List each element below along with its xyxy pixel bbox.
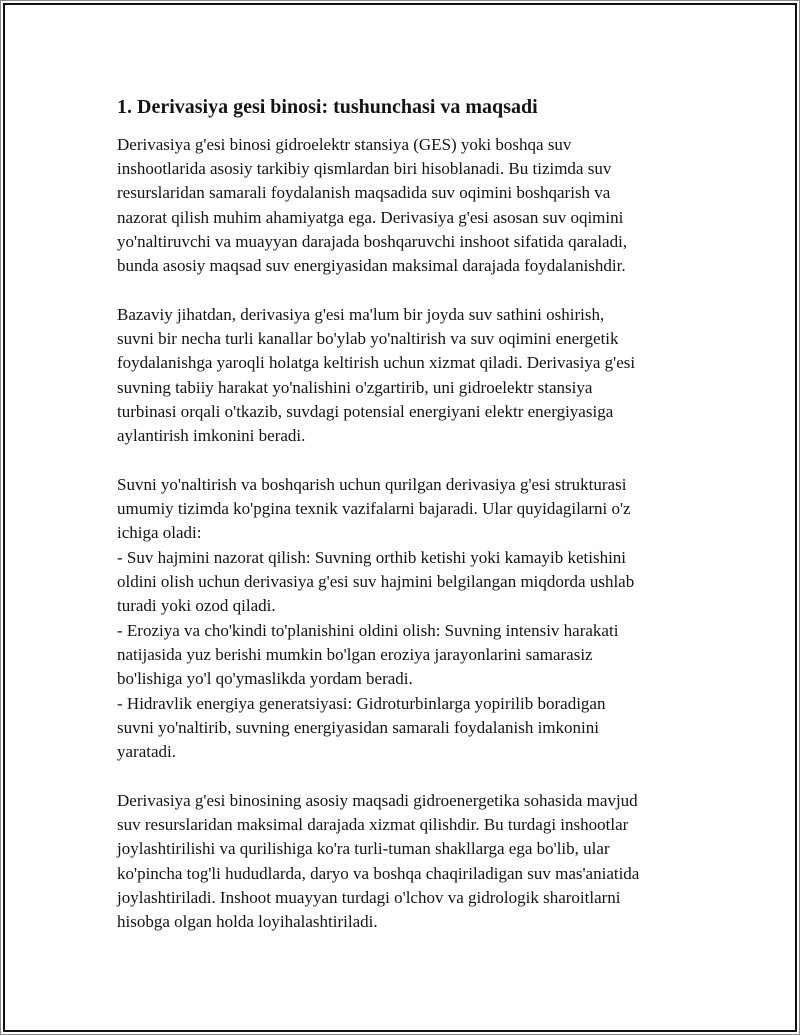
text-line: turbinasi orqali o'tkazib, suvdagi potensial energiyani elektr energiyasiga	[117, 401, 614, 421]
paragraph-3	[117, 473, 757, 765]
section-title: 1. Derivasiya gesi binosi: tushunchasi va maqsadi	[117, 96, 538, 118]
text-line: joylashtiriladi. Inshoot muayyan turdagi o'lchov va gidrologik sharoitlarni	[117, 887, 621, 907]
text-line: joylashtirilishi va qurilishiga ko'ra turli-tuman shakllarga ega bo'lib, ular	[117, 839, 610, 859]
text-line: suvning tabiiy harakat yo'nalishini o'zgartirib, uni gidroelektr stansiya	[117, 377, 593, 397]
text-line: bo'lishiga yo'l qo'ymaslikda yordam beradi.	[117, 669, 413, 689]
text-line: suvni bir necha turli kanallar bo'ylab yo'naltirish va suv oqimini energetik	[117, 329, 619, 349]
text-line: oldini olish uchun derivasiya g'esi suv hajmini belgilangan miqdorda ushlab	[117, 572, 635, 592]
text-line: umumiy tizimda ko'pgina texnik vazifalarni bajaradi. Ular quyidagilarni o'z	[117, 499, 631, 519]
text-line: Derivasiya g'esi binosining asosiy maqsadi gidroenergetika sohasida mavjud	[117, 790, 638, 810]
text-line: ichiga oladi:	[117, 523, 202, 543]
text-line: yo'naltiruvchi va muayyan darajada boshqaruvchi inshoot sifatida qaraladi,	[117, 231, 628, 251]
text-line: hisobga olgan holda loyihalashtiriladi.	[117, 912, 378, 932]
paragraph-2	[117, 303, 757, 449]
text-line: suvni yo'naltirib, suvning energiyasidan samarali foydalanish imkonini	[117, 717, 599, 737]
text-line: Bazaviy jihatdan, derivasiya g'esi ma'lum bir joyda suv sathini oshirish,	[117, 304, 605, 324]
list-item-line: - Hidravlik energiya generatsiyasi: Gidroturbinlarga yopirilib boradigan	[117, 693, 606, 713]
text-line: ko'pincha tog'li hududlarda, daryo va boshqa chaqiriladigan suv mas'aniatida	[117, 863, 640, 883]
text-line: natijasida yuz berishi mumkin bo'lgan eroziya jarayonlarini samarasiz	[117, 644, 593, 664]
paragraph-4	[117, 789, 757, 935]
text-line: bunda asosiy maqsad suv energiyasidan maksimal darajada foydalanishdir.	[117, 256, 626, 276]
text-line: nazorat qilish muhim ahamiyatga ega. Derivasiya g'esi asosan suv oqimini	[117, 207, 624, 227]
text-line: Suvni yo'naltirish va boshqarish uchun qurilgan derivasiya g'esi strukturasi	[117, 474, 627, 494]
text-line: inshootlarida asosiy tarkibiy qismlardan biri hisoblanadi. Bu tizimda suv	[117, 158, 612, 178]
text-line: foydalanishga yaroqli holatga keltirish uchun xizmat qiladi. Derivasiya g'esi	[117, 353, 636, 373]
document-body	[117, 93, 757, 934]
list-item-line: - Eroziya va cho'kindi to'planishini oldini olish: Suvning intensiv harakati	[117, 620, 619, 640]
text-line: aylantirish imkonini beradi.	[117, 426, 306, 446]
paragraph-1	[117, 133, 757, 279]
text-line: resurslaridan samarali foydalanish maqsadida suv oqimini boshqarish va	[117, 183, 611, 203]
text-line: Derivasiya g'esi binosi gidroelektr stansiya (GES) yoki boshqa suv	[117, 134, 572, 154]
text-line: turadi yoki ozod qiladi.	[117, 596, 276, 616]
text-line: suv resurslaridan maksimal darajada xizmat qilishdir. Bu turdagi inshootlar	[117, 815, 629, 834]
list-item-line: - Suv hajmini nazorat qilish: Suvning orthib ketishi yoki kamayib ketishini	[117, 547, 627, 567]
text-line: yaratadi.	[117, 742, 176, 762]
